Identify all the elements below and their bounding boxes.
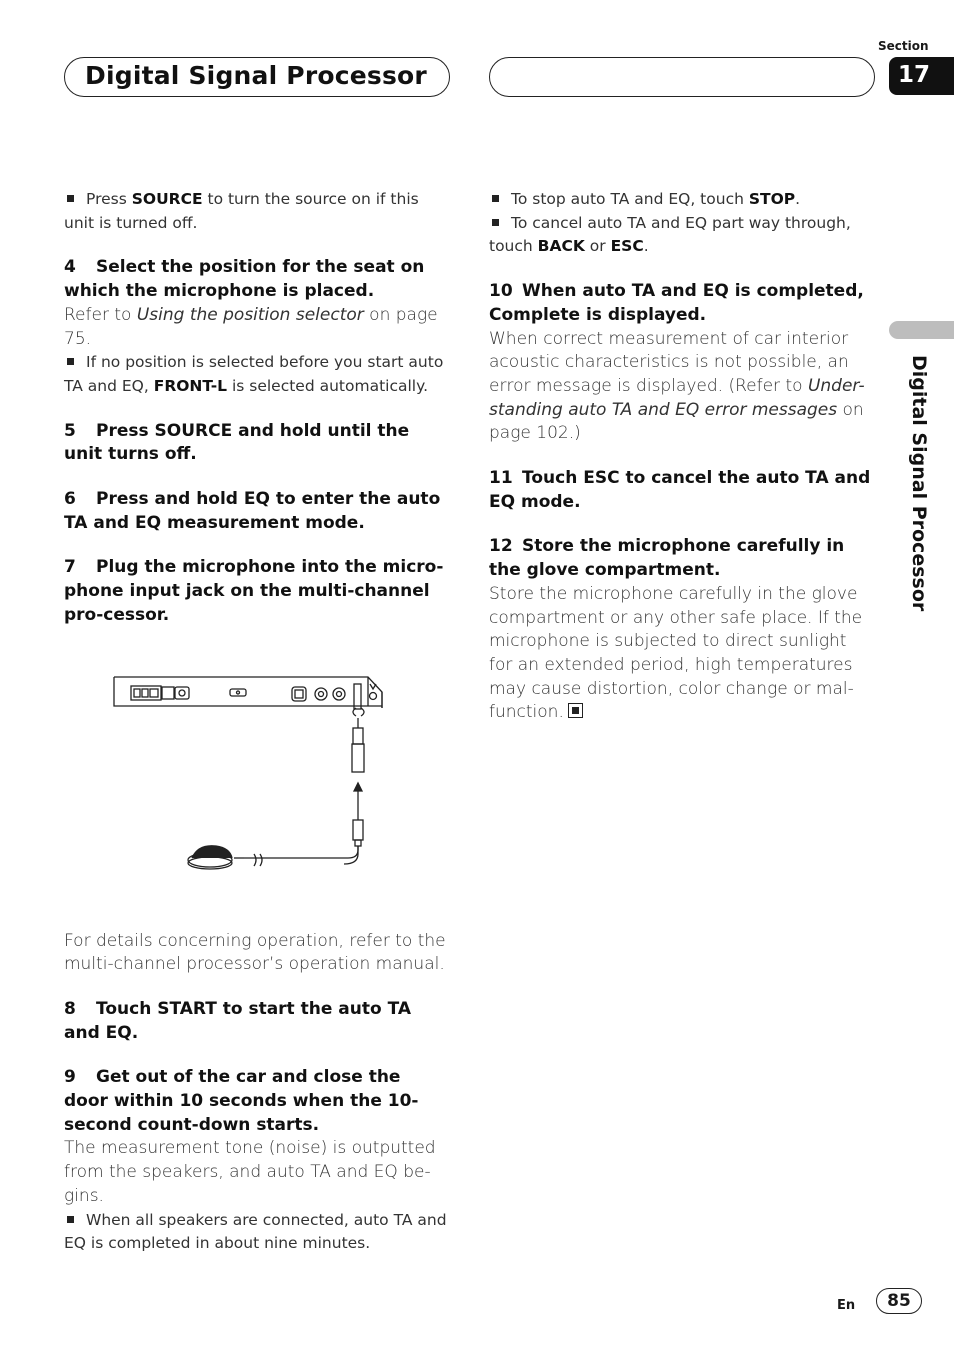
step-4-heading: 4 Select the position for the seat on which the microphone is placed. xyxy=(64,257,425,302)
bullet-square-icon xyxy=(492,219,499,226)
note-stop: To stop auto TA and EQ, touch STOP. xyxy=(489,188,874,212)
header-title-frame xyxy=(64,57,450,97)
step-12-heading: 12 Store the microphone carefully in the glove compartment. xyxy=(489,536,845,581)
step-11-heading: 11 Touch ESC to cancel the auto TA and EQ mode. xyxy=(489,468,871,512)
step-9-body: The measurement tone (noise) is outputted from the speakers, and auto TA and EQ be-gins. xyxy=(64,1138,436,1206)
end-mark-icon xyxy=(568,703,583,718)
processor-microphone-illustration xyxy=(64,644,449,894)
section-number-badge xyxy=(889,57,954,95)
section-label: Section xyxy=(878,39,929,53)
step-9-note: When all speakers are connected, auto TA and EQ is completed in about nine minutes. xyxy=(64,1210,447,1253)
bullet-square-icon xyxy=(67,195,74,202)
left-column xyxy=(64,188,449,1256)
step-12-body: Store the microphone carefully in the glove compartment or any other safe place. If the microphone is subjected to direct sunlight for an extended period, high temperatures may cause distortion, color change or mal-function. xyxy=(489,583,863,723)
page-title: Digital Signal Processor xyxy=(85,61,427,90)
bullet-square-icon xyxy=(67,1216,74,1223)
side-tab-marker xyxy=(889,321,954,339)
step-4-body: Refer to Using the position selector on page 75. xyxy=(64,304,438,349)
step-10-heading: 10 When auto TA and EQ is completed, Complete is displayed. xyxy=(489,281,864,325)
language-label: En xyxy=(837,1298,856,1313)
step-4-note: If no position is selected before you start auto TA and EQ, FRONT-L is selected automatically. xyxy=(64,353,444,395)
bullet-square-icon xyxy=(492,195,499,202)
step-9-heading: 9 Get out of the car and close the door within 10 seconds when the 10-second count-down starts. xyxy=(64,1067,419,1135)
section-number: 17 xyxy=(898,62,931,88)
step-5-heading: 5 Press SOURCE and hold until the unit turns off. xyxy=(64,420,410,465)
right-column xyxy=(489,188,874,725)
side-tab-label xyxy=(910,355,930,615)
header-blank-frame xyxy=(489,57,875,97)
details-text: For details concerning operation, refer to the multi-channel processor’s operation manual. xyxy=(64,930,446,975)
bullet-square-icon xyxy=(67,358,74,365)
step-8-heading: 8 Touch START to start the auto TA and EQ. xyxy=(64,998,412,1043)
page-number: 85 xyxy=(876,1288,922,1314)
note-cancel: To cancel auto TA and EQ part way through, touch BACK or ESC. xyxy=(489,213,851,256)
step-7-heading: 7 Plug the microphone into the micro-phone input jack on the multi-channel pro-cessor. xyxy=(64,557,444,625)
side-tab-text: Digital Signal Processor xyxy=(908,355,930,612)
step-6-heading: 6 Press and hold EQ to enter the auto TA and EQ measurement mode. xyxy=(64,489,441,533)
note-source: Press SOURCE to turn the source on if this unit is turned off. xyxy=(64,190,419,232)
step-10-body: When correct measurement of car interior acoustic characteristics is not possible, an error message is displayed. (Refer to Under-standing auto TA and EQ error messages on page 102.) xyxy=(489,328,865,444)
microphone-connection-diagram xyxy=(64,644,449,894)
